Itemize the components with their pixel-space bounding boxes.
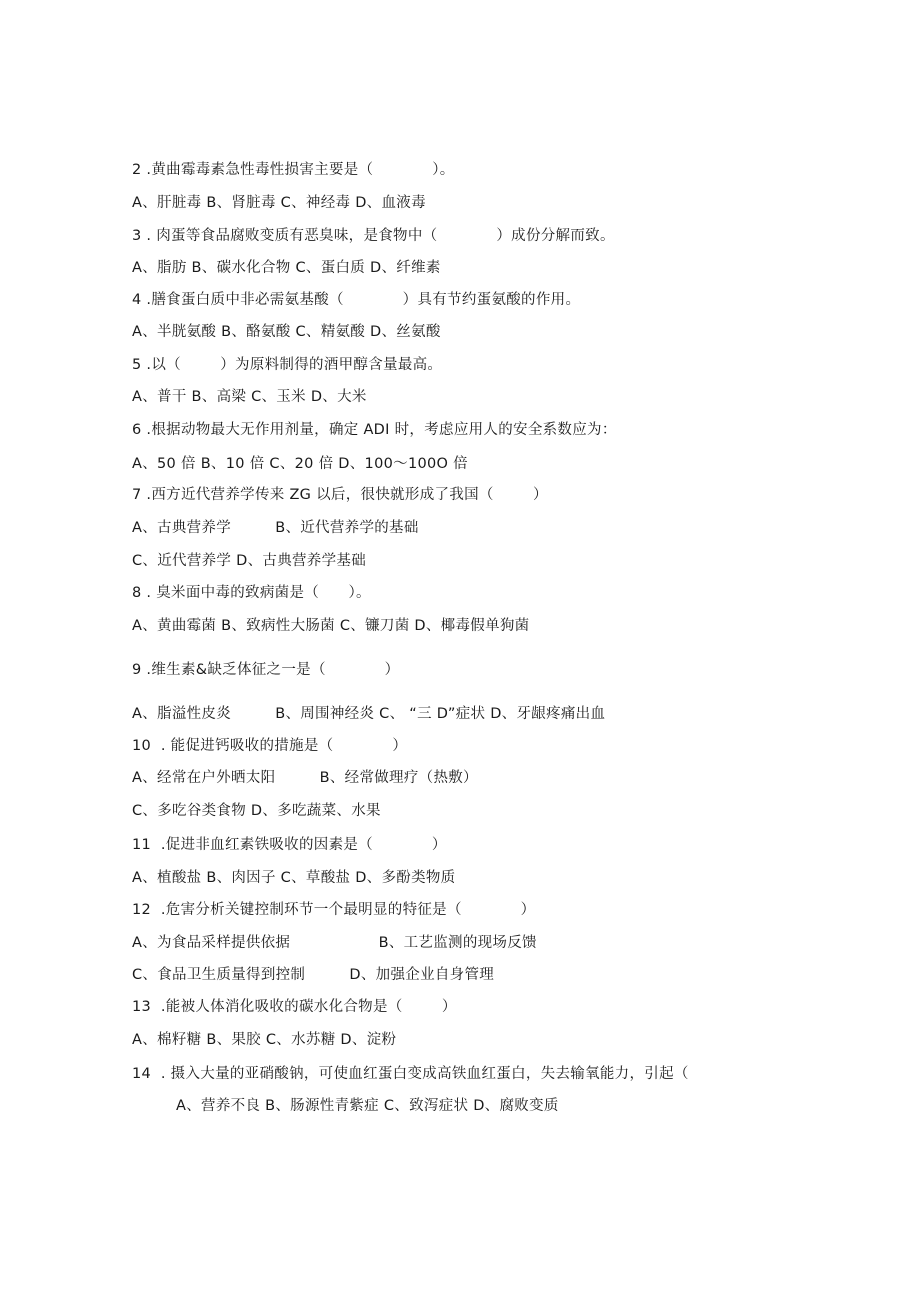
question-11-options: A、植酸盐 B、肉因子 C、草酸盐 D、多酚类物质 [132, 870, 456, 886]
question-2: 2 .黄曲霉毒素急性毒性损害主要是（ ）。 [132, 162, 455, 178]
question-2-options: A、肝脏毒 B、肾脏毒 C、神经毒 D、血液毒 [132, 195, 426, 211]
question-13-options: A、棉籽糖 B、果胶 C、水苏糖 D、淀粉 [132, 1032, 397, 1048]
question-8-options: A、黄曲霉菌 B、致病性大肠菌 C、镰刀菌 D、椰毒假单狗菌 [132, 618, 530, 634]
question-14: 14 . 摄入大量的亚硝酸钠，可使血红蛋白变成高铁血红蛋白，失去输氧能力，引起（ [132, 1066, 689, 1082]
question-10: 10 . 能促进钙吸收的措施是（ ） [132, 738, 408, 754]
question-6-options: A、50 倍 B、10 倍 C、20 倍 D、100～100O 倍 [132, 456, 468, 472]
question-4-options: A、半胱氨酸 B、酪氨酸 C、精氨酸 D、丝氨酸 [132, 324, 441, 340]
question-9-options: A、脂溢性皮炎 B、周围神经炎 C、 “三 D”症状 D、牙龈疼痛出血 [132, 706, 606, 722]
question-14-options: A、营养不良 B、肠源性青紫症 C、致泻症状 D、腐败变质 [176, 1098, 559, 1114]
question-10-options-ab: A、经常在户外晒太阳 B、经常做理疗（热敷） [132, 770, 478, 786]
question-5-options: A、普干 B、高梁 C、玉米 D、大米 [132, 389, 367, 405]
question-6: 6 .根据动物最大无作用剂量，确定 ADI 时，考虑应用人的安全系数应为： [132, 422, 617, 438]
question-7-options-ab: A、古典营养学 B、近代营养学的基础 [132, 520, 419, 536]
question-11: 11 .促进非血红素铁吸收的因素是（ ） [132, 837, 447, 853]
question-8: 8 . 臭米面中毒的致病菌是（ ）。 [132, 585, 371, 601]
question-12: 12 .危害分析关键控制环节一个最明显的特征是（ ） [132, 902, 536, 918]
question-12-options-cd: C、食品卫生质量得到控制 D、加强企业自身管理 [132, 967, 495, 983]
question-9: 9 .维生素&缺乏体征之一是（ ） [132, 662, 400, 678]
question-4: 4 .膳食蛋白质中非必需氨基酸（ ）具有节约蛋氨酸的作用。 [132, 292, 581, 308]
question-3-options: A、脂肪 B、碳水化合物 C、蛋白质 D、纤维素 [132, 260, 441, 276]
question-3: 3 . 肉蛋等食品腐败变质有恶臭味，是食物中（ ）成份分解而致。 [132, 228, 615, 244]
question-5: 5 .以（ ）为原料制得的酒甲醇含量最高。 [132, 357, 443, 373]
question-12-options-ab: A、为食品采样提供依据 B、工艺监测的现场反馈 [132, 935, 537, 951]
question-10-options-cd: C、多吃谷类食物 D、多吃蔬菜、水果 [132, 803, 381, 819]
question-13: 13 .能被人体消化吸收的碳水化合物是（ ） [132, 999, 457, 1015]
question-7-options-cd: C、近代营养学 D、古典营养学基础 [132, 553, 366, 569]
question-7: 7 .西方近代营养学传来 ZG 以后，很快就形成了我国（ ） [132, 487, 548, 503]
